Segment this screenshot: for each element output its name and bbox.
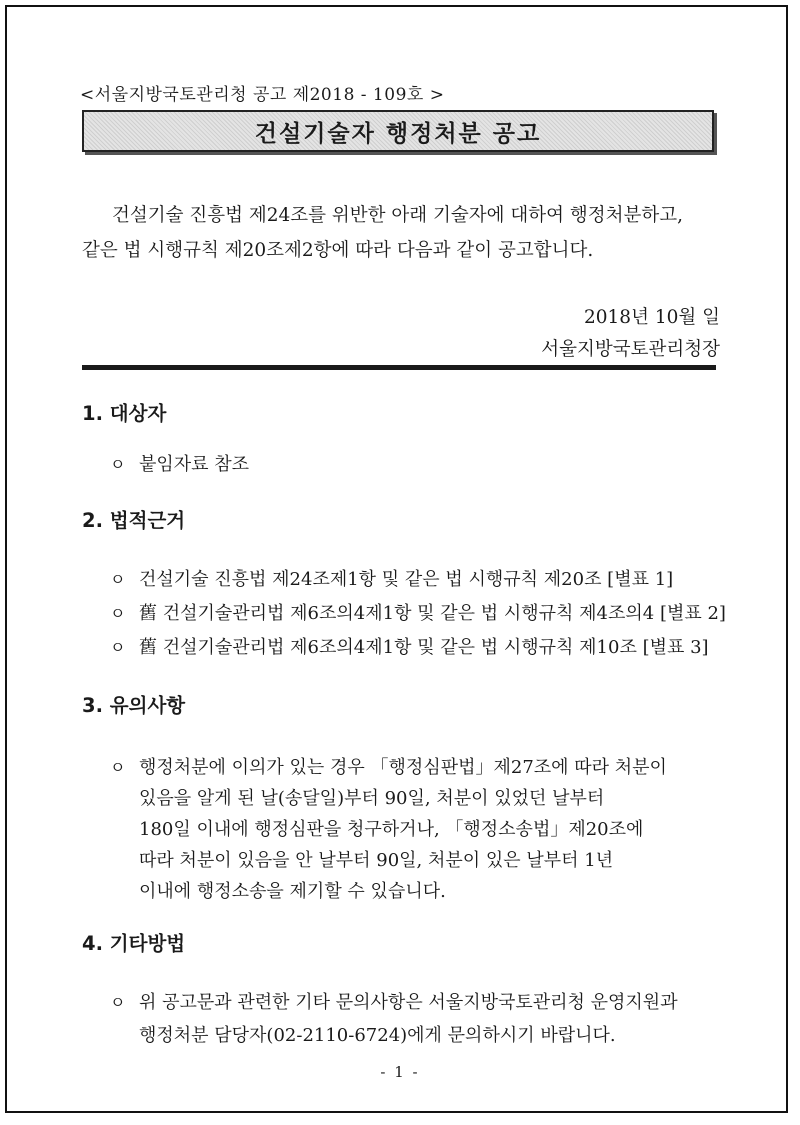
- circle-bullet-icon: ㅇ: [110, 604, 126, 623]
- item-line: 행정처분 담당자(02-2110-6724)에게 문의하시기 바랍니다.: [139, 1025, 616, 1046]
- section-contact: [82, 928, 722, 1052]
- item-line: 붙임자료 참조: [139, 454, 250, 475]
- section-items: [82, 563, 726, 665]
- circle-bullet-icon: ㅇ: [110, 570, 126, 589]
- item-line: 舊 건설기술관리법 제6조의4제1항 및 같은 법 시행규칙 제4조의4 [별표 2]: [139, 603, 726, 624]
- circle-bullet-icon: ㅇ: [110, 758, 126, 777]
- section-items: [82, 450, 722, 480]
- list-item: [82, 631, 722, 665]
- item-line: 행정처분에 이의가 있는 경우 「행정심판법」제27조에 따라 처분이: [139, 757, 667, 778]
- list-item: [82, 450, 722, 480]
- item-line: 舊 건설기술관리법 제6조의4제1항 및 같은 법 시행규칙 제10조 [별표 3]: [139, 637, 709, 658]
- section-heading: 4. 기타방법: [82, 932, 186, 955]
- issue-date: 2018년 10월 일: [584, 307, 720, 328]
- item-line: 건설기술 진흥법 제24조제1항 및 같은 법 시행규칙 제20조 [별표 1]: [139, 569, 674, 590]
- item-line: 위 공고문과 관련한 기타 문의사항은 서울지방국토관리청 운영지원과: [139, 992, 678, 1013]
- section-heading: 3. 유의사항: [82, 694, 186, 717]
- circle-bullet-icon: ㅇ: [110, 455, 126, 474]
- intro-line: 건설기술 진흥법 제24조를 위반한 아래 기술자에 대하여 행정처분하고,: [112, 205, 683, 226]
- list-item: [82, 597, 726, 631]
- intro-paragraph: [82, 198, 722, 268]
- section-items: [82, 752, 722, 907]
- divider-rule: [82, 365, 716, 370]
- document-title: 건설기술자 행정처분 공고: [254, 120, 542, 147]
- circle-bullet-icon: ㅇ: [110, 993, 126, 1012]
- item-line: 이내에 행정소송을 제기할 수 있습니다.: [139, 881, 446, 902]
- page-number: - 1 -: [380, 1063, 420, 1081]
- notice-number: <서울지방국토관리청 공고 제2018 - 109호 >: [80, 85, 445, 105]
- list-item: [82, 986, 722, 1052]
- title-box: [82, 110, 714, 152]
- section-notes: [82, 690, 722, 907]
- intro-line: 같은 법 시행규칙 제20조제2항에 따라 다음과 같이 공고합니다.: [82, 240, 594, 261]
- issuing-authority: 서울지방국토관리청장: [541, 339, 720, 360]
- issue-block: [541, 302, 720, 366]
- circle-bullet-icon: ㅇ: [110, 638, 126, 657]
- list-item: [82, 752, 722, 907]
- section-heading: 2. 법적근거: [82, 509, 186, 532]
- section-legal-basis: [82, 505, 726, 665]
- item-line: 있음을 알게 된 날(송달일)부터 90일, 처분이 있었던 날부터: [139, 788, 605, 809]
- section-heading: 1. 대상자: [82, 402, 167, 425]
- item-line: 따라 처분이 있음을 안 날부터 90일, 처분이 있은 날부터 1년: [139, 850, 614, 871]
- item-line: 180일 이내에 행정심판을 청구하거나, 「행정소송법」제20조에: [139, 819, 644, 840]
- section-targets: [82, 398, 722, 480]
- section-items: [82, 986, 722, 1052]
- list-item: [82, 563, 722, 597]
